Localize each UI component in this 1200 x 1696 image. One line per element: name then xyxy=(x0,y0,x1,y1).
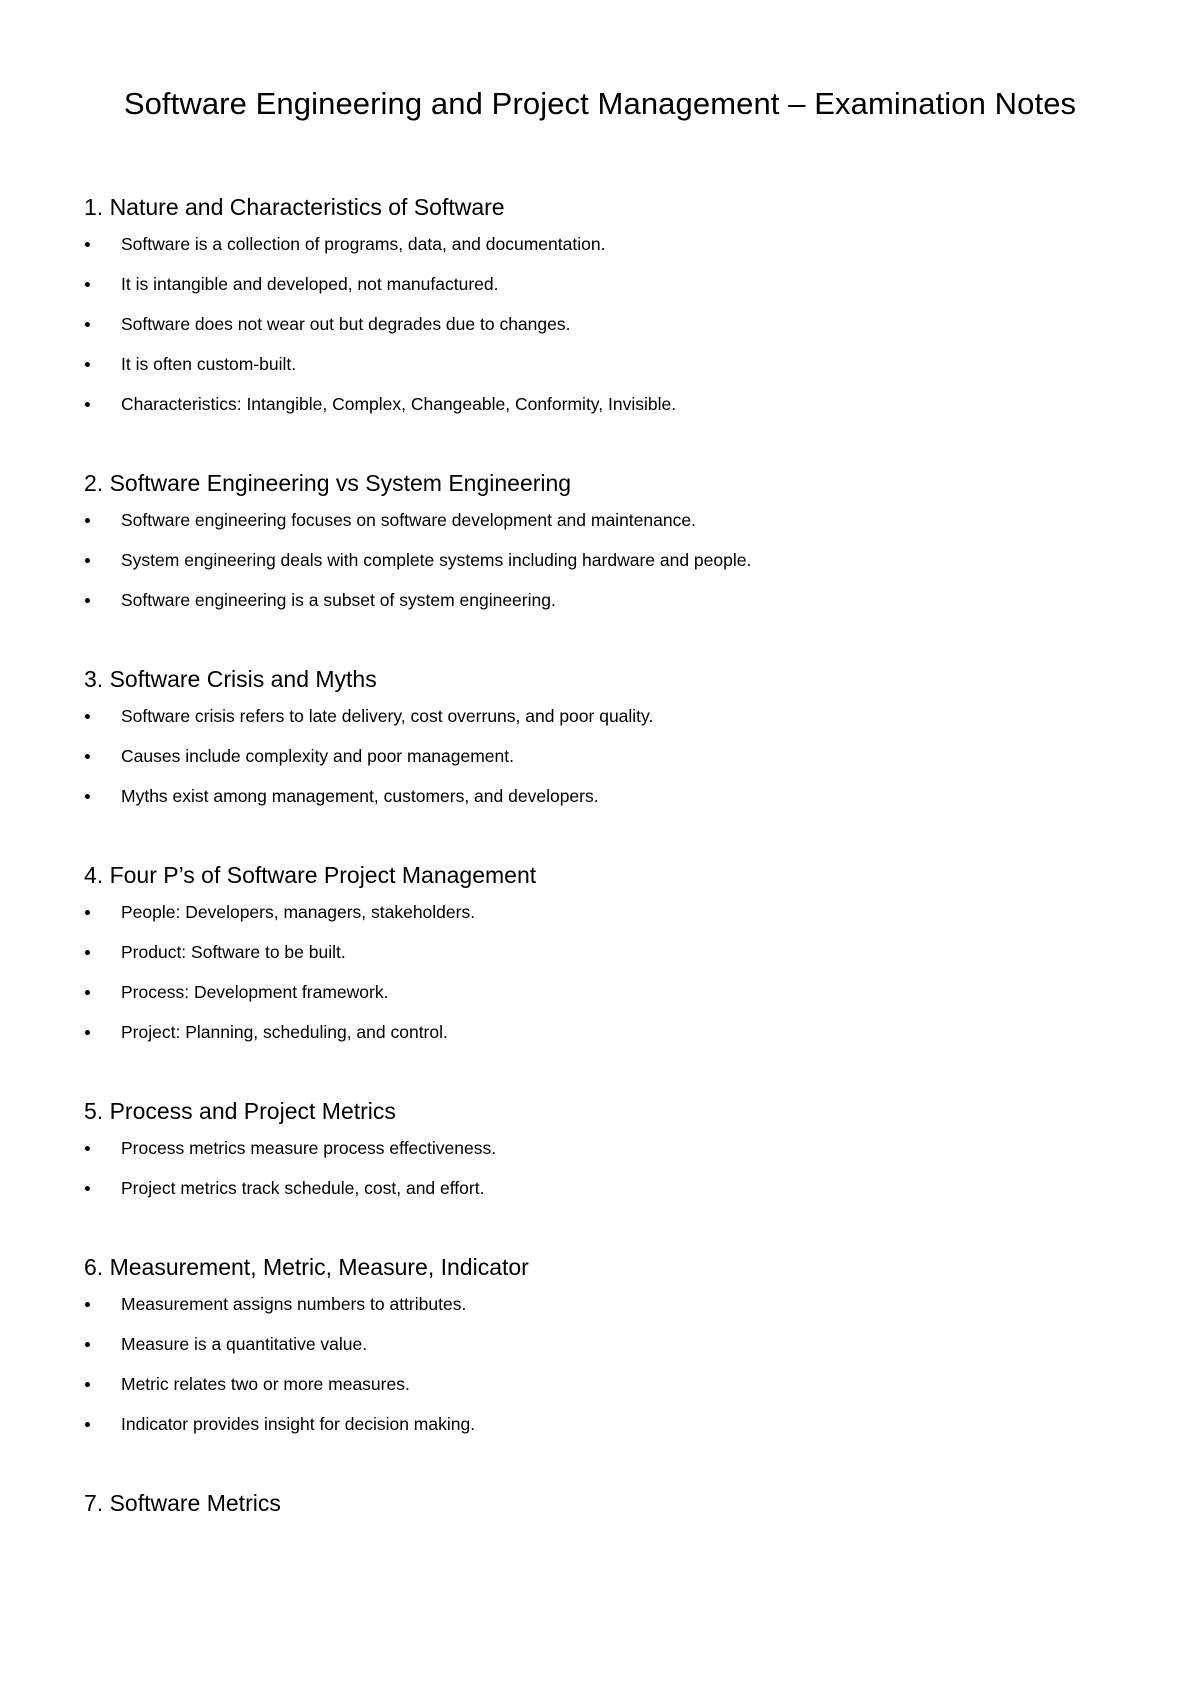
section-5 xyxy=(84,1096,1116,1200)
bullet-list xyxy=(84,704,1116,808)
bullet-dot-icon xyxy=(85,1302,90,1307)
list-item-text: Project metrics track schedule, cost, and effort. xyxy=(121,1178,485,1198)
list-item-text: Causes include complexity and poor management. xyxy=(121,746,514,766)
list-item xyxy=(84,232,1116,256)
bullet-dot-icon xyxy=(85,282,90,287)
list-item-text: Measurement assigns numbers to attributes. xyxy=(121,1294,467,1314)
section-heading: 1. Nature and Characteristics of Software xyxy=(84,194,505,220)
list-item xyxy=(84,548,1116,572)
list-item xyxy=(84,940,1116,964)
section-1 xyxy=(84,192,1116,416)
bullet-dot-icon xyxy=(85,362,90,367)
list-item xyxy=(84,272,1116,296)
list-item-text: Software crisis refers to late delivery, cost overruns, and poor quality. xyxy=(121,706,654,726)
section-heading: 5. Process and Project Metrics xyxy=(84,1098,396,1124)
bullet-list xyxy=(84,1292,1116,1436)
list-item xyxy=(84,704,1116,728)
bullet-dot-icon xyxy=(85,714,90,719)
bullet-dot-icon xyxy=(85,910,90,915)
bullet-dot-icon xyxy=(85,1030,90,1035)
list-item-text: Process: Development framework. xyxy=(121,982,389,1002)
list-item-text: Metric relates two or more measures. xyxy=(121,1374,410,1394)
list-item-text: Software is a collection of programs, data, and documentation. xyxy=(121,234,606,254)
section-heading: 3. Software Crisis and Myths xyxy=(84,666,377,692)
list-item-text: Process metrics measure process effectiveness. xyxy=(121,1138,497,1158)
list-item-text: Characteristics: Intangible, Complex, Changeable, Conformity, Invisible. xyxy=(121,394,677,414)
list-item xyxy=(84,1136,1116,1160)
list-item xyxy=(84,980,1116,1004)
list-item xyxy=(84,900,1116,924)
bullet-list xyxy=(84,232,1116,416)
bullet-dot-icon xyxy=(85,990,90,995)
section-6 xyxy=(84,1252,1116,1436)
list-item-text: Myths exist among management, customers, and developers. xyxy=(121,786,599,806)
list-item-text: Indicator provides insight for decision making. xyxy=(121,1414,476,1434)
list-item xyxy=(84,352,1116,376)
bullet-dot-icon xyxy=(85,402,90,407)
list-item-text: System engineering deals with complete systems including hardware and people. xyxy=(121,550,752,570)
bullet-dot-icon xyxy=(85,322,90,327)
list-item-text: Product: Software to be built. xyxy=(121,942,346,962)
list-item-text: Software engineering is a subset of system engineering. xyxy=(121,590,556,610)
list-item-text: It is often custom-built. xyxy=(121,354,297,374)
list-item xyxy=(84,1332,1116,1356)
list-item-text: Software engineering focuses on software development and maintenance. xyxy=(121,510,696,530)
bullet-dot-icon xyxy=(85,1422,90,1427)
list-item xyxy=(84,744,1116,768)
section-4 xyxy=(84,860,1116,1044)
section-heading: 4. Four P’s of Software Project Management xyxy=(84,862,537,888)
list-item-text: Software does not wear out but degrades due to changes. xyxy=(121,314,571,334)
sections-container xyxy=(84,192,1116,1518)
bullet-dot-icon xyxy=(85,1342,90,1347)
bullet-dot-icon xyxy=(85,558,90,563)
list-item xyxy=(84,1372,1116,1396)
bullet-dot-icon xyxy=(85,1146,90,1151)
bullet-dot-icon xyxy=(85,518,90,523)
list-item-text: Measure is a quantitative value. xyxy=(121,1334,368,1354)
bullet-list xyxy=(84,508,1116,612)
bullet-dot-icon xyxy=(85,950,90,955)
section-heading: 6. Measurement, Metric, Measure, Indicator xyxy=(84,1254,529,1280)
section-2 xyxy=(84,468,1116,612)
section-3 xyxy=(84,664,1116,808)
list-item xyxy=(84,392,1116,416)
list-item xyxy=(84,508,1116,532)
list-item-text: People: Developers, managers, stakeholders. xyxy=(121,902,476,922)
list-item-text: Project: Planning, scheduling, and control. xyxy=(121,1022,448,1042)
section-7 xyxy=(84,1488,1116,1518)
list-item-text: It is intangible and developed, not manufactured. xyxy=(121,274,499,294)
bullet-dot-icon xyxy=(85,794,90,799)
bullet-list xyxy=(84,1136,1116,1200)
list-item xyxy=(84,312,1116,336)
list-item xyxy=(84,1412,1116,1436)
bullet-dot-icon xyxy=(85,598,90,603)
list-item xyxy=(84,784,1116,808)
bullet-dot-icon xyxy=(85,1382,90,1387)
section-heading: 2. Software Engineering vs System Engineering xyxy=(84,470,572,496)
bullet-dot-icon xyxy=(85,754,90,759)
document-title: Software Engineering and Project Management – Examination Notes xyxy=(123,86,1077,121)
list-item xyxy=(84,1292,1116,1316)
bullet-dot-icon xyxy=(85,242,90,247)
list-item xyxy=(84,588,1116,612)
bullet-dot-icon xyxy=(85,1186,90,1191)
section-heading: 7. Software Metrics xyxy=(84,1490,281,1516)
list-item xyxy=(84,1176,1116,1200)
bullet-list xyxy=(84,900,1116,1044)
list-item xyxy=(84,1020,1116,1044)
